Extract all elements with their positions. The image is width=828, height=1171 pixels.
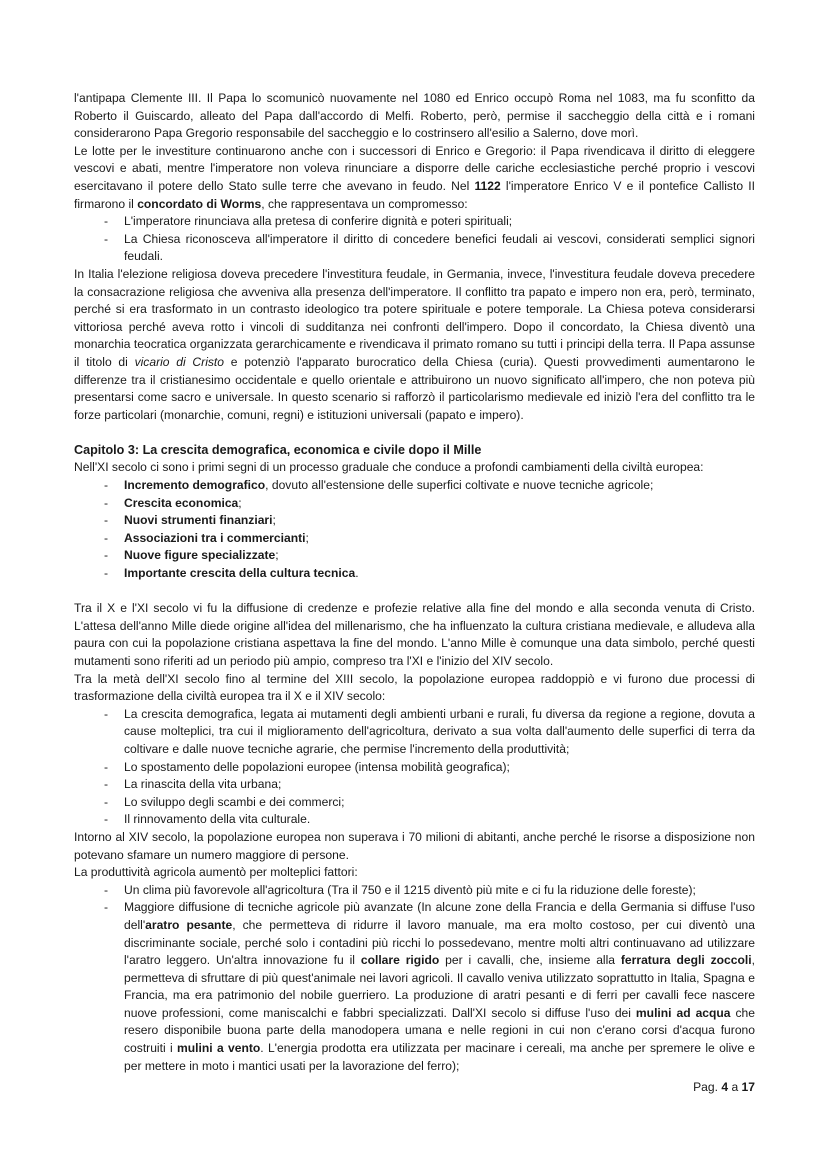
dash-bullet-icon: - (104, 759, 109, 774)
bold-year-1122: 1122 (474, 178, 501, 193)
dash-bullet-icon: - (104, 882, 109, 897)
document-body (74, 90, 755, 1075)
list-item (74, 231, 755, 266)
text-run: che resero disponibile buona parte della manodopera umana e nelle regioni in cui non c'erano corsi d'acqua furono costruiti i (124, 1005, 755, 1056)
page-footer (74, 1079, 755, 1097)
list-item-label: La Chiesa riconosceva all'imperatore il diritto di concedere benefici feudali ai vescovi, considerati semplici signori feudali. (124, 231, 755, 264)
footer-total-pages: 17 (741, 1080, 755, 1094)
list-item-rest: , dovuto all'estensione delle superfici coltivate e nuove tecniche agricole; (265, 478, 654, 493)
list-item-rest: ; (272, 513, 276, 528)
list-item-lead: Importante crescita della cultura tecnica (124, 566, 356, 581)
list-item-lead: Crescita economica (124, 495, 239, 510)
bold-concordato-worms: concordato di Worms (137, 196, 262, 211)
dash-bullet-icon: - (104, 777, 109, 792)
text-run: , che rappresentava un compromesso: (261, 196, 468, 211)
list-item-label: L'imperatore rinunciava alla pretesa di conferire dignità e poteri spirituali; (124, 214, 513, 229)
list-cambiamenti-civilta (74, 477, 755, 583)
list-item-label: Lo spostamento delle popolazioni europee (intensa mobilità geografica); (124, 759, 510, 774)
list-item-label: La rinascita della vita urbana; (124, 777, 282, 792)
paragraph-antipapa-clemente: l'antipapa Clemente III. Il Papa lo scomunicò nuovamente nel 1080 ed Enrico occupò Roma nel 1083, ma fu sconfitto da Roberto il Guiscardo, alleato del Papa dall'accordo di Melfi. Roberto, però, permise il saccheggio della città e i romani considerarono Papa Gregorio responsabile del saccheggio e lo costrinsero all'esilio a Salerno, dove morì. (74, 91, 755, 141)
dash-bullet-icon: - (104, 548, 109, 563)
list-item-label: Un clima più favorevole all'agricoltura (Tra il 750 e il 1215 diventò più mite e ci fu la riduzione delle foreste); (124, 882, 696, 897)
paragraph-70-milioni: Intorno al XIV secolo, la popolazione europea non superava i 70 milioni di abitanti, anche perché le risorse a disposizione non potevano sfamare un numero maggiore di persone. (74, 829, 755, 862)
dash-bullet-icon: - (104, 214, 109, 229)
list-item (74, 512, 755, 530)
list-item-rest: ; (238, 495, 242, 510)
paragraph-produttivita-agricola: La produttività agricola aumentò per molteplici fattori: (74, 865, 358, 880)
paragraph-raddoppio-popolazione: Tra la metà dell'XI secolo fino al termine del XIII secolo, la popolazione europea raddoppiò e vi furono due processi di trasformazione della civiltà europea tra il X e il XIV secolo: (74, 671, 755, 704)
paragraph-lotte-investiture (74, 143, 755, 213)
text-run: l'imperatore Enrico V e il pontefice Callisto II firmarono il (74, 178, 755, 211)
text-run: . L'energia prodotta era utilizzata per macinare i cereali, ma anche per spremere le olive e per mettere in moto i mantici usati per la lavorazione del ferro); (124, 1041, 756, 1073)
list-item (74, 565, 755, 583)
dash-bullet-icon: - (104, 706, 109, 721)
list-item (74, 794, 755, 812)
list-item (74, 882, 755, 900)
list-fattori-produttivita (74, 882, 755, 1076)
dash-bullet-icon: - (104, 530, 109, 545)
section-spacer (74, 583, 755, 601)
list-item-rest: . (355, 566, 359, 581)
list-item-label: La crescita demografica, legata ai mutamenti degli ambienti urbani e rurali, fu diversa da regione a regione, dovuta a cause molteplici, tra cui il miglioramento dell'agricoltura, derivato a sua volta dall'aumento delle superfici di terra da coltivare e dalle nuove tecniche agrarie, che permise l'incremento della produttività; (124, 706, 755, 756)
list-item-lead: Incremento demografico (124, 478, 266, 493)
list-item (74, 811, 755, 829)
footer-prefix: Pag. (693, 1080, 722, 1094)
list-item-rest: ; (305, 530, 309, 545)
bold-ferratura-zoccoli: ferratura degli zoccoli (620, 953, 752, 968)
dash-bullet-icon: - (104, 794, 109, 809)
text-run: Le lotte per le investiture continuarono anche con i successori di Enrico e Gregorio: il Papa rivendicava il diritto di eleggere vescovi e abati, mentre l'imperatore non voleva rinunciare a disporre delle cariche ecclesiastiche perché proprio i vescovi esercitavano il potere dello Stato sulle terre che avevano in feudo. Nel (74, 143, 755, 193)
list-item-rest: ; (275, 548, 279, 563)
dash-bullet-icon: - (104, 566, 109, 581)
text-run: per i cavalli, che, insieme alla (439, 953, 621, 968)
bold-collare-rigido: collare rigido (360, 953, 440, 968)
list-item (74, 776, 755, 794)
bold-mulini-ad-acqua: mulini ad acqua (635, 1005, 731, 1020)
dash-bullet-icon: - (104, 231, 109, 246)
list-item-label: Lo sviluppo degli scambi e dei commerci; (124, 794, 345, 809)
text-run: Maggiore diffusione di tecniche agricole più avanzate (In alcune zone della Francia e della Germania si diffuse l'uso dell' (124, 900, 755, 932)
dash-bullet-icon: - (104, 900, 109, 915)
list-item (74, 899, 755, 1075)
italic-vicario-di-cristo: vicario di Cristo (134, 354, 225, 369)
dash-bullet-icon: - (104, 812, 109, 827)
bold-aratro-pesante: aratro pesante (145, 917, 233, 932)
list-item (74, 759, 755, 777)
chapter-heading: Capitolo 3: La crescita demografica, economica e civile dopo il Mille (74, 442, 482, 457)
dash-bullet-icon: - (104, 478, 109, 493)
list-item-lead: Nuove figure specializzate (124, 548, 276, 563)
section-spacer (74, 424, 755, 442)
text-run: , che permetteva di ridurre il lavoro manuale, ma era molto costoso, per cui diventò una discriminante sociale, perché solo i contadini più ricchi lo possedevano, mentre molti altri continuavano ad utilizzare l'aratro leggero. Un'altra innovazione fu il (124, 917, 755, 968)
paragraph-italia-germania (74, 266, 755, 424)
list-processi-trasformazione (74, 706, 755, 829)
paragraph-xi-secolo-intro: Nell'XI secolo ci sono i primi segni di un processo graduale che conduce a profondi cambiamenti della civiltà europea: (74, 460, 704, 475)
list-item (74, 530, 755, 548)
dash-bullet-icon: - (104, 513, 109, 528)
text-run: In Italia l'elezione religiosa doveva precedere l'investitura feudale, in Germania, invece, l'investitura feudale doveva precedere la consacrazione religiosa che avveniva alla presenza dell'imperatore. Il conflitto tra papato e impero non era, però, terminato, perché si era trasformato in un contrasto ideologico tra potere spirituale e potere temporale. La Chiesa poteva considerarsi vittoriosa perché aveva rotto i vincoli di sudditanza nei confronti dell'impero. Dopo il concordato, la Chiesa diventò una monarchia teocratica organizzata gerarchicamente e rivendicava il primato romano su tutti i principi della terra. Il Papa assunse il titolo di (74, 266, 755, 369)
paragraph-millenarismo: Tra il X e l'XI secolo vi fu la diffusione di credenze e profezie relative alla fine del mondo e alla seconda venuta di Cristo. L'attesa dell'anno Mille diede origine all'idea del millenarismo, che ha influenzato la cultura cristiana medievale, e alludeva alla paura con cui la popolazione cristiana aspettava la fine del mondo. L'anno Mille è comunque una data simbolo, perché questi mutamenti sono riferiti ad un periodo più ampio, compreso tra l'XI e l'inizio del XIV secolo. (74, 601, 755, 668)
list-item (74, 706, 755, 759)
footer-separator: a (728, 1080, 742, 1094)
list-item (74, 547, 755, 565)
dash-bullet-icon: - (104, 495, 109, 510)
list-item-lead: Nuovi strumenti finanziari (124, 513, 273, 528)
list-item-label: Il rinnovamento della vita culturale. (124, 812, 311, 827)
list-item-lead: Associazioni tra i commercianti (124, 530, 306, 545)
text-run: , permetteva di sfruttare di più quest'animale nei lavori agricoli. Il cavallo veniva utilizzato soprattutto in Italia, Spagna e Francia, ma era patrimonio del nobile guerriero. La produzione di aratri pesanti e di ferri per cavalli fece nascere nuove professioni, come maniscalchi e fabbri specializzati. Dall'XI secolo si diffuse l'uso dei (124, 953, 755, 1020)
footer-current-page: 4 (721, 1080, 729, 1094)
list-item (74, 495, 755, 513)
list-item (74, 213, 755, 231)
list-concordato-terms (74, 213, 755, 266)
list-item (74, 477, 755, 495)
text-run: e potenziò l'apparato burocratico della Chiesa (curia). Questi provvedimenti aumentarono le differenze tra il cristianesimo occidentale e quello orientale e attribuirono un nuovo significato all'impero, che non poteva più presentarsi come sacro e universale. In questo scenario si rafforzò il particolarismo medievale ed iniziò l'era del conflitto tra le forze particolari (monarchie, comuni, regni) e istituzioni universali (papato e impero). (74, 354, 755, 422)
bold-mulini-a-vento: mulini a vento (177, 1041, 261, 1056)
